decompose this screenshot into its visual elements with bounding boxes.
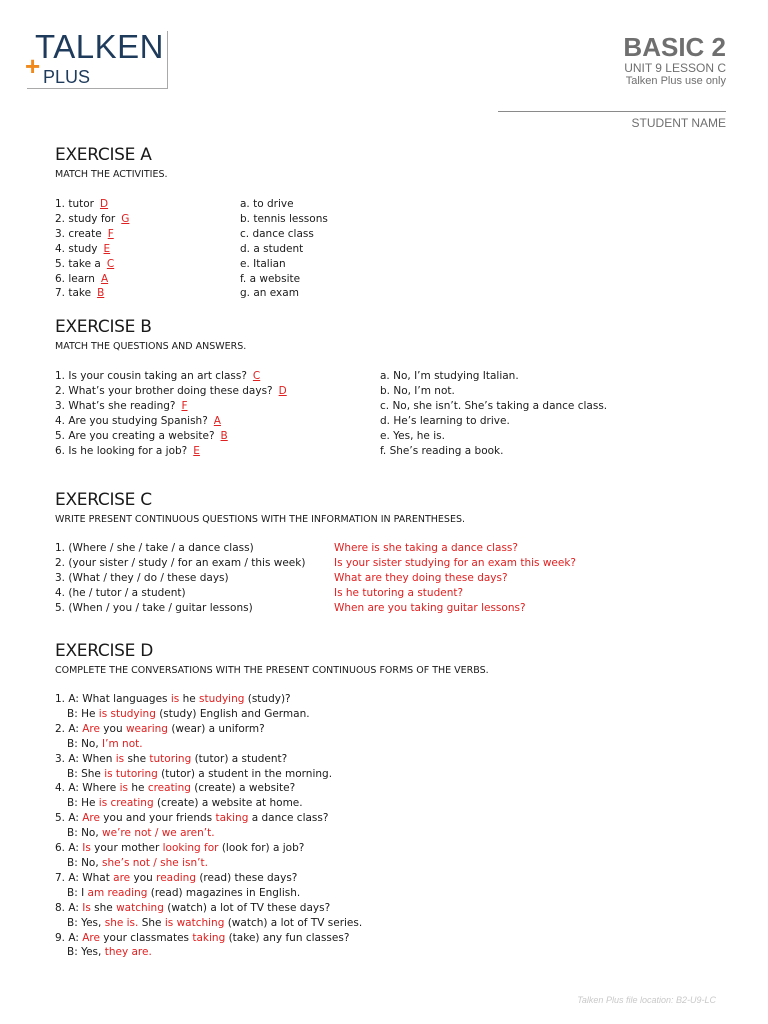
list-item: 3. (What / they / do / these days): [55, 571, 229, 584]
list-item: 2. What’s your brother doing these days? D: [55, 384, 287, 397]
list-item: 2. (your sister / study / for an exam / this week): [55, 556, 306, 569]
list-item: 5. (When / you / take / guitar lessons): [55, 601, 253, 614]
answer: B: [97, 287, 105, 300]
answer: Is your sister studying for an exam this week?: [334, 556, 576, 569]
text-run: 9. A:: [55, 931, 83, 944]
list-item: 6. learn A: [55, 272, 109, 285]
conversation-line-b: [55, 737, 362, 752]
answer: I’m not.: [102, 737, 143, 750]
answer: E: [193, 444, 200, 457]
answer: is: [115, 752, 125, 765]
text-run: 3. A: When: [55, 752, 116, 765]
text-run: your classmates: [99, 931, 193, 944]
exercise-c-title: EXERCISE C: [55, 490, 152, 510]
text-run: She: [138, 916, 165, 929]
answer: we’re not / we aren’t.: [102, 827, 215, 840]
text-run: 5. A:: [55, 812, 83, 825]
answer: is creating: [98, 797, 154, 810]
text-run: B: He: [67, 797, 99, 810]
exercise-b-instruction: MATCH THE QUESTIONS AND ANSWERS.: [55, 341, 247, 352]
list-item: 4. study E: [55, 242, 111, 255]
list-item: 7. take B: [55, 287, 105, 300]
list-item: 2. study for G: [55, 212, 130, 225]
usage-note: Talken Plus use only: [625, 75, 726, 87]
text-run: (study)?: [244, 693, 291, 705]
logo-plus-icon: +: [25, 51, 41, 81]
answer: is: [170, 693, 180, 705]
answer: G: [121, 212, 130, 225]
text-run: 6. A:: [55, 842, 83, 855]
answer: Are: [82, 931, 100, 944]
text-run: (look for) a job?: [218, 842, 305, 855]
conversation-line-b: [55, 916, 362, 931]
student-name-line: [498, 111, 726, 112]
text-run: she: [124, 752, 150, 765]
answer: What are they doing these days?: [334, 571, 508, 584]
answer: D: [278, 384, 287, 397]
list-item: 1. tutor D: [55, 198, 109, 210]
list-item: c. dance class: [240, 227, 314, 240]
list-item: 6. Is he looking for a job? E: [55, 444, 200, 457]
answer: C: [252, 370, 261, 382]
text-run: B: He: [67, 707, 99, 720]
list-item: e. Yes, he is.: [380, 429, 445, 442]
answer: is watching: [164, 916, 225, 929]
conversation-line-b: [55, 707, 362, 722]
answer: Are: [82, 722, 100, 735]
text-run: you and your friends: [99, 812, 216, 825]
list-item: b. No, I’m not.: [380, 384, 455, 397]
answer: Are: [82, 812, 100, 825]
conversation-line-a: [55, 722, 362, 737]
answer: Where is she taking a dance class?: [334, 542, 518, 554]
list-item: b. tennis lessons: [240, 212, 328, 225]
text-run: (tutor) a student?: [191, 752, 288, 765]
text-run: B: Yes,: [67, 946, 105, 959]
answer: D: [100, 198, 109, 210]
answer: A: [100, 272, 109, 285]
answer: creating: [147, 782, 191, 795]
text-run: you: [99, 722, 126, 735]
file-location-footer: Talken Plus file location: B2-U9-LC: [577, 995, 716, 1005]
list-item: d. a student: [240, 242, 304, 255]
list-item: 4. (he / tutor / a student): [55, 586, 186, 599]
list-item: 4. Are you studying Spanish? A: [55, 414, 221, 427]
text-run: your mother: [90, 842, 163, 855]
answer: looking for: [162, 842, 219, 855]
text-run: you: [130, 871, 157, 884]
answer: are: [113, 871, 131, 884]
conversation-line-b: [55, 886, 362, 901]
list-item: e. Italian: [240, 257, 286, 270]
answer: F: [107, 227, 114, 240]
answer: they are.: [104, 946, 152, 959]
exercise-b-left-list: [55, 369, 287, 458]
exercise-c-prompts: [55, 541, 305, 616]
list-item: d. He’s learning to drive.: [380, 414, 510, 427]
list-item: 3. create F: [55, 227, 114, 240]
answer: taking: [215, 812, 249, 825]
answer: wearing: [125, 722, 168, 735]
list-item: 3. What’s she reading? F: [55, 399, 188, 412]
conversation-line-b: [55, 945, 362, 960]
text-run: (read) magazines in English.: [147, 886, 301, 899]
answer: tutoring: [149, 752, 192, 765]
answer: Is: [82, 842, 91, 855]
list-item: f. She’s reading a book.: [380, 444, 504, 457]
answer: taking: [192, 931, 226, 944]
text-run: B: She: [67, 767, 105, 780]
conversation-line-b: [55, 796, 362, 811]
conversation-line-a: [55, 931, 362, 946]
exercise-d-title: EXERCISE D: [55, 641, 154, 661]
text-run: B: Yes,: [67, 916, 105, 929]
conversation-line-a: [55, 752, 362, 767]
answer: am reading: [87, 886, 148, 899]
exercise-c-instruction: WRITE PRESENT CONTINUOUS QUESTIONS WITH THE INFORMATION IN PARENTHESES.: [55, 514, 466, 525]
text-run: (study) English and German.: [155, 707, 310, 720]
answer: B: [220, 429, 228, 442]
exercise-d-instruction: COMPLETE THE CONVERSATIONS WITH THE PRESENT CONTINUOUS FORMS OF THE VERBS.: [55, 665, 489, 676]
student-name-label: STUDENT NAME: [631, 116, 726, 130]
answer: studying: [199, 693, 245, 705]
exercise-a-right-list: [240, 197, 328, 301]
text-run: she: [90, 901, 117, 914]
conversation-line-a: [55, 811, 362, 826]
text-run: (create) a website?: [190, 782, 296, 795]
text-run: B: No,: [67, 856, 103, 869]
answer: Is: [82, 901, 91, 914]
text-run: he: [179, 693, 200, 705]
text-run: (watch) a lot of TV series.: [224, 916, 363, 929]
text-run: (create) a website at home.: [153, 797, 303, 810]
text-run: (wear) a uniform?: [167, 722, 265, 735]
conversation-line-a: [55, 901, 362, 916]
exercise-b-title: EXERCISE B: [55, 317, 152, 337]
exercise-c-answers: [334, 541, 576, 616]
answer: C: [106, 257, 115, 270]
answer: she is.: [104, 916, 139, 929]
exercise-a-title: EXERCISE A: [55, 145, 152, 165]
text-run: B: No,: [67, 737, 103, 750]
logo-wordmark: TALKEN: [35, 28, 164, 65]
list-item: 1. (Where / she / take / a dance class): [55, 542, 254, 554]
conversation-line-b: [55, 856, 362, 871]
conversation-line-b: [55, 826, 362, 841]
text-run: 7. A: What: [55, 871, 114, 884]
conversation-line-a: [55, 841, 362, 856]
answer: is studying: [98, 707, 156, 720]
level-title: BASIC 2: [623, 32, 726, 62]
text-run: (take) any fun classes?: [225, 931, 350, 944]
exercise-d-conversations: [55, 692, 362, 960]
answer: watching: [116, 901, 164, 914]
list-item: a. No, I’m studying Italian.: [380, 370, 519, 382]
list-item: f. a website: [240, 272, 301, 285]
answer: reading: [156, 871, 196, 884]
conversation-line-a: [55, 871, 362, 886]
answer: she’s not / she isn’t.: [102, 856, 208, 869]
answer: When are you taking guitar lessons?: [334, 601, 526, 614]
text-run: 4. A: Where: [55, 782, 120, 795]
text-run: 1. A: What languages: [55, 693, 171, 705]
text-run: 2. A:: [55, 722, 83, 735]
list-item: 5. take a C: [55, 257, 115, 270]
conversation-line-a: [55, 781, 362, 796]
list-item: c. No, she isn’t. She’s taking a dance class.: [380, 399, 608, 412]
list-item: a. to drive: [240, 198, 294, 210]
exercise-b-right-list: [380, 369, 607, 458]
conversation-line-b: [55, 767, 362, 782]
text-run: (tutor) a student in the morning.: [157, 767, 333, 780]
unit-lesson: UNIT 9 LESSON C: [624, 61, 726, 75]
list-item: 1. Is your cousin taking an art class? C: [55, 370, 261, 382]
text-run: a dance class?: [248, 812, 329, 825]
list-item: 5. Are you creating a website? B: [55, 429, 228, 442]
logo-subtitle: PLUS: [43, 67, 91, 87]
answer: E: [103, 242, 111, 255]
conversation-line-a: [55, 692, 362, 707]
answer: is tutoring: [104, 767, 158, 780]
answer: is: [119, 782, 129, 795]
exercise-a-left-list: [55, 197, 129, 301]
text-run: B: No,: [67, 827, 103, 840]
answer: A: [213, 414, 221, 427]
text-run: B: I: [67, 886, 88, 899]
text-run: (watch) a lot of TV these days?: [163, 901, 331, 914]
text-run: (read) these days?: [196, 871, 298, 884]
answer: F: [181, 399, 188, 412]
list-item: g. an exam: [240, 287, 299, 300]
text-run: 8. A:: [55, 901, 83, 914]
answer: Is he tutoring a student?: [334, 586, 464, 599]
exercise-a-instruction: MATCH THE ACTIVITIES.: [55, 169, 168, 180]
text-run: he: [128, 782, 148, 795]
